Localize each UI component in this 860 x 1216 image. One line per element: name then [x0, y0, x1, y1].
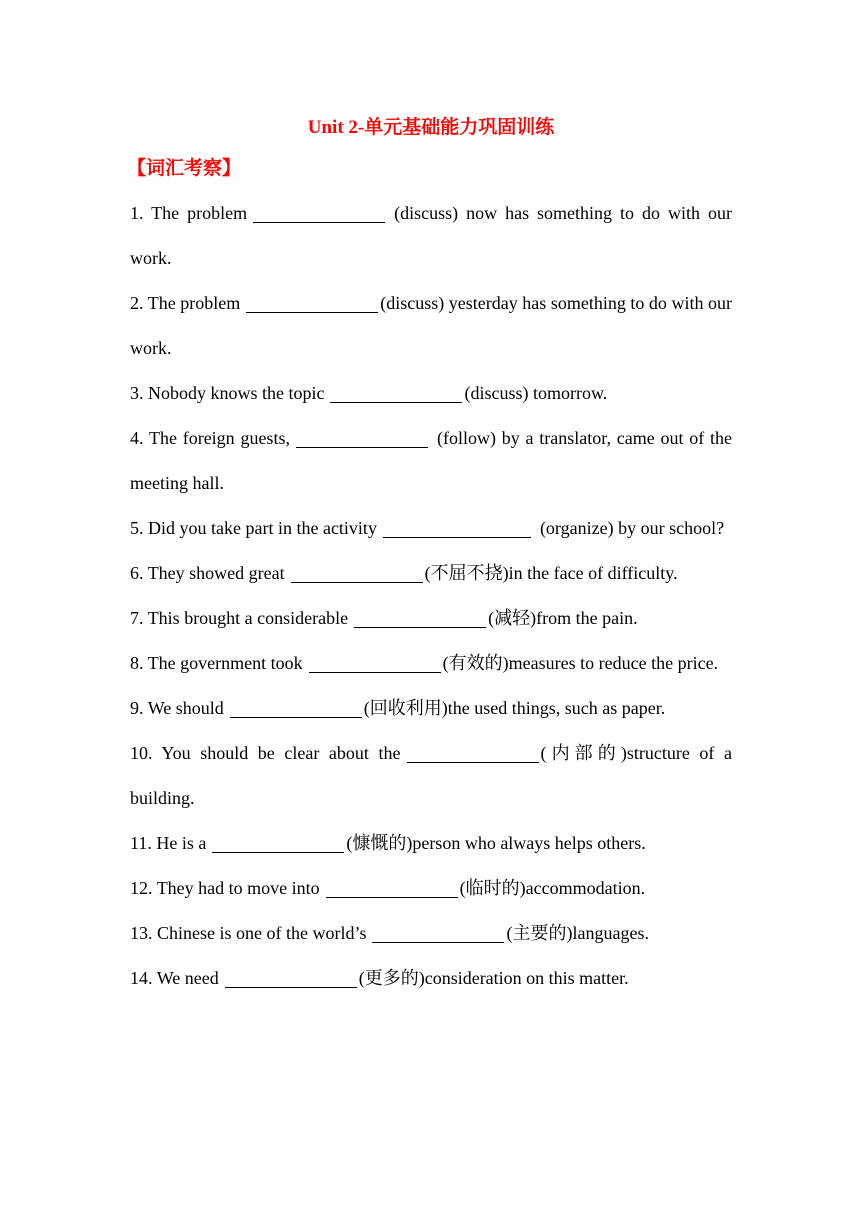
question-hint: (内部的): [540, 743, 627, 763]
question-item-3: [130, 371, 732, 416]
question-hint: (有效的): [442, 653, 509, 673]
question-hint: (主要的): [506, 923, 573, 943]
question-number: 4.: [130, 428, 144, 448]
question-item-9: [130, 686, 732, 731]
answer-blank[interactable]: [291, 563, 423, 583]
answer-blank[interactable]: [309, 653, 441, 673]
question-hint: (回收利用): [363, 698, 448, 718]
answer-blank[interactable]: [225, 968, 357, 988]
question-hint: (organize): [539, 518, 614, 538]
question-text-before: You should be clear about the: [161, 743, 401, 763]
answer-blank[interactable]: [326, 878, 458, 898]
question-text-after: now has something to do with our work.: [130, 203, 732, 268]
answer-blank[interactable]: [330, 383, 462, 403]
question-list: [130, 191, 732, 1001]
question-text-before: This brought a considerable: [147, 608, 349, 628]
question-number: 5.: [130, 518, 144, 538]
worksheet-page: [127, 110, 732, 1001]
question-text-before: We should: [147, 698, 224, 718]
question-hint: (更多的): [358, 968, 425, 988]
question-item-11: [130, 821, 732, 866]
question-hint: (discuss): [380, 293, 445, 313]
question-number: 13.: [130, 923, 153, 943]
question-hint: (discuss): [464, 383, 529, 403]
question-item-13: [130, 911, 732, 956]
question-item-14: [130, 956, 732, 1001]
question-hint: (不屈不挠): [424, 563, 509, 583]
question-item-4: [130, 416, 732, 506]
answer-blank[interactable]: [383, 518, 531, 538]
question-text-before: We need: [156, 968, 219, 988]
question-text-before: They had to move into: [156, 878, 320, 898]
answer-blank[interactable]: [372, 923, 504, 943]
question-text-after: from the pain.: [536, 608, 638, 628]
question-text-after: the used things, such as paper.: [447, 698, 666, 718]
question-number: 7.: [130, 608, 144, 628]
question-number: 2.: [130, 293, 144, 313]
question-text-before: The foreign guests,: [148, 428, 290, 448]
question-item-1: [130, 191, 732, 281]
question-text-after: structure of a building.: [130, 743, 732, 808]
question-text-after: tomorrow.: [532, 383, 608, 403]
question-text-after: languages.: [572, 923, 649, 943]
question-text-before: Chinese is one of the world’s: [157, 923, 367, 943]
answer-blank[interactable]: [212, 833, 344, 853]
question-hint: (减轻): [488, 608, 537, 628]
question-hint: (discuss): [394, 203, 459, 223]
question-number: 14.: [130, 968, 153, 988]
question-hint: (临时的): [459, 878, 526, 898]
question-hint: (follow): [436, 428, 496, 448]
answer-blank[interactable]: [296, 428, 428, 448]
answer-blank[interactable]: [354, 608, 486, 628]
question-number: 11.: [130, 833, 152, 853]
question-text-after: yesterday has something to do with our work.: [130, 293, 732, 358]
question-number: 9.: [130, 698, 144, 718]
question-item-12: [130, 866, 732, 911]
section-heading-vocabulary: 【词汇考察】: [127, 158, 242, 179]
question-text-before: He is a: [156, 833, 207, 853]
question-text-before: The government took: [147, 653, 303, 673]
answer-blank[interactable]: [407, 743, 539, 763]
question-item-10: [130, 731, 732, 821]
question-text-after: person who always helps others.: [412, 833, 646, 853]
question-text-before: Nobody knows the topic: [148, 383, 325, 403]
question-item-2: [130, 281, 732, 371]
worksheet-title: Unit 2-单元基础能力巩固训练: [307, 117, 555, 138]
question-text-before: The problem: [151, 203, 248, 223]
question-item-5: [130, 506, 732, 551]
question-text-after: accommodation.: [525, 878, 646, 898]
question-number: 12.: [130, 878, 153, 898]
question-item-8: [130, 641, 732, 686]
question-hint: (慷慨的): [346, 833, 413, 853]
question-number: 8.: [130, 653, 144, 673]
answer-blank[interactable]: [246, 293, 378, 313]
question-number: 3.: [130, 383, 144, 403]
question-text-after: by a translator, came out of the meeting hall.: [130, 428, 732, 493]
question-number: 1.: [130, 203, 144, 223]
answer-blank[interactable]: [253, 203, 385, 223]
question-text-before: They showed great: [147, 563, 285, 583]
question-text-after: by our school?: [618, 518, 725, 538]
question-text-after: measures to reduce the price.: [508, 653, 719, 673]
question-text-before: The problem: [147, 293, 241, 313]
question-item-7: [130, 596, 732, 641]
question-number: 6.: [130, 563, 144, 583]
question-text-after: consideration on this matter.: [424, 968, 629, 988]
question-number: 10.: [130, 743, 153, 763]
question-item-6: [130, 551, 732, 596]
question-text-after: in the face of difficulty.: [508, 563, 678, 583]
answer-blank[interactable]: [230, 698, 362, 718]
question-text-before: Did you take part in the activity: [148, 518, 377, 538]
